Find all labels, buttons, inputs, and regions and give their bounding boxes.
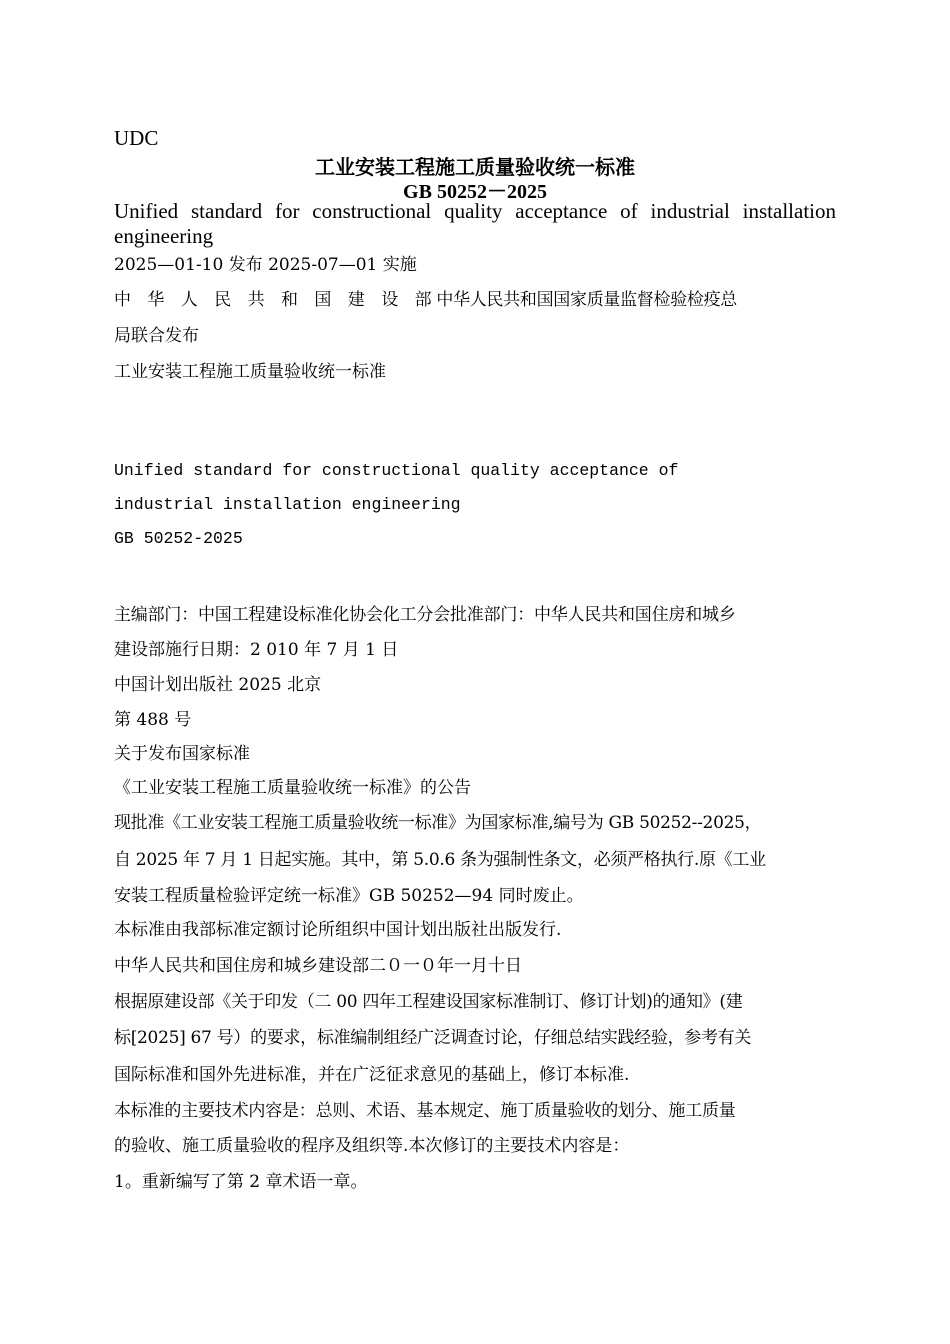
body-paragraph-2: 本标准由我部标准定额讨论所组织中国计划出版社出版发行. (114, 920, 562, 940)
body-paragraph-1-line-2: 自 2025 年 7 月 1 日起实施。其中，第 5.0.6 条为强制性条文，必须严格执行.原《工业 (114, 850, 766, 870)
body-paragraph-5-line-2: 的验收、施工质量验收的程序及组织等.本次修订的主要技术内容是： (114, 1136, 630, 1156)
body-paragraph-3: 中华人民共和国住房和城乡建设部二０一０年一月十日 (114, 956, 522, 976)
editor-line-1: 主编部门：中国工程建设标准化协会化工分会批准部门：中华人民共和国住房和城乡 (114, 605, 736, 625)
body-paragraph-4-line-2: 标[2025] 67 号）的要求，标准编制组经广泛调查讨论，仔细总结实践经验，参考有关 (114, 1028, 752, 1048)
title-chinese: 工业安装工程施工质量验收统一标准 (315, 155, 635, 179)
body-paragraph-6: 1。重新编写了第 2 章术语一章。 (114, 1172, 368, 1192)
english-standard-code: GB 50252-2025 (114, 529, 243, 548)
announcement-number: 第 488 号 (114, 710, 192, 730)
editor-line-2: 建设部施行日期：2 010 年 7 月 1 日 (114, 640, 399, 660)
notice-title-1: 关于发布国家标准 (114, 744, 250, 764)
title-chinese-repeat: 工业安装工程施工质量验收统一标准 (114, 362, 386, 382)
notice-title-2: 《工业安装工程施工质量验收统一标准》的公告 (114, 778, 471, 798)
body-paragraph-1-line-3: 安装工程质量检验评定统一标准》GB 50252—94 同时废止。 (114, 886, 584, 906)
issuer-line-1: 中 华 人 民 共 和 国 建 设 部 中华人民共和国国家质量监督检验检疫总 (114, 290, 738, 310)
body-paragraph-5-line-1: 本标准的主要技术内容是：总则、术语、基本规定、施丁质量验收的划分、施工质量 (114, 1101, 736, 1121)
english-title-line-2: industrial installation engineering (114, 495, 461, 514)
udc-label: UDC (114, 126, 159, 150)
body-paragraph-4-line-1: 根据原建设部《关于印发（二 00 四年工程建设国家标准制订、修订计划)的通知》(建 (114, 992, 743, 1012)
publisher-line: 中国计划出版社 2025 北京 (114, 675, 322, 695)
dates-line: 2025—01-10 发布 2025-07—01 实施 (114, 255, 417, 275)
standard-code: GB 50252－2025 (403, 181, 547, 203)
title-english: Unified standard for constructional quality acceptance of industrial installation engineering (114, 199, 836, 248)
body-paragraph-1-line-1: 现批准《工业安装工程施工质量验收统一标准》为国家标准,编号为 GB 50252--2025， (114, 813, 762, 833)
issuer-line-2: 局联合发布 (114, 326, 199, 346)
english-title-line-1: Unified standard for constructional quality acceptance of (114, 461, 679, 480)
body-paragraph-4-line-3: 国际标准和国外先进标准，并在广泛征求意见的基础上，修订本标准. (114, 1065, 630, 1085)
